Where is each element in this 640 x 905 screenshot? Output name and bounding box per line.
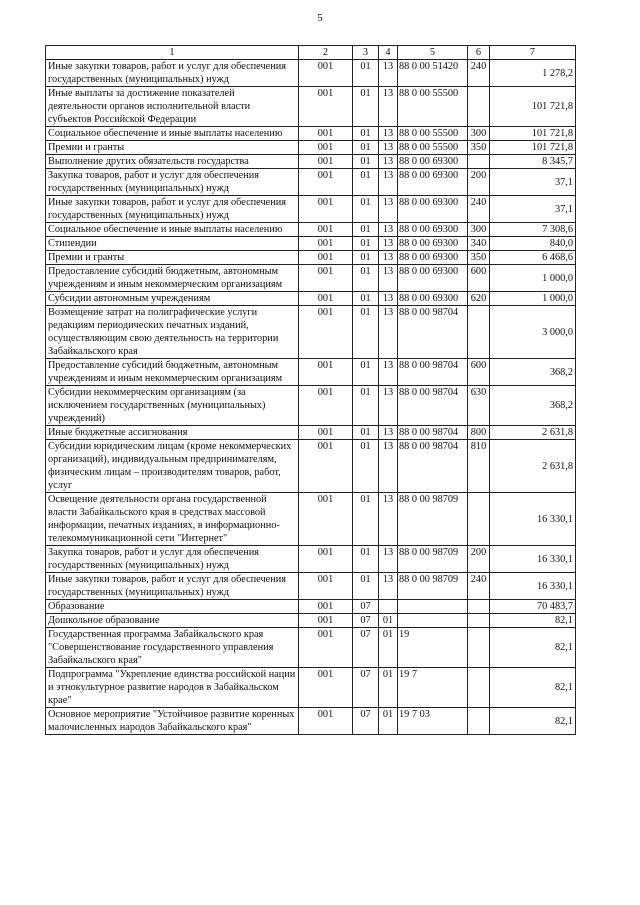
amount-cell: 6 468,6	[490, 251, 576, 265]
target-article-cell: 88 0 00 55500	[398, 141, 468, 155]
expense-type-cell	[468, 155, 490, 169]
row-name-cell: Освещение деятельности органа государственной власти Забайкальского края в средствах массовой информации, печатных изданиях, в информационно-телекоммуникационной сети "Интернет"	[46, 493, 299, 546]
target-article-cell: 88 0 00 55500	[398, 127, 468, 141]
table-header-row	[46, 46, 576, 60]
subsection-cell: 13	[379, 127, 398, 141]
table-row	[46, 223, 576, 237]
amount-cell: 82,1	[490, 628, 576, 668]
target-article-cell: 88 0 00 69300	[398, 169, 468, 196]
subsection-cell: 13	[379, 141, 398, 155]
row-name-cell: Образование	[46, 600, 299, 614]
amount-cell: 37,1	[490, 169, 576, 196]
section-cell: 01	[353, 223, 379, 237]
table-row	[46, 306, 576, 359]
amount-cell: 70 483,7	[490, 600, 576, 614]
row-name-cell: Стипендии	[46, 237, 299, 251]
target-article-cell: 88 0 00 51420	[398, 60, 468, 87]
subsection-cell: 13	[379, 359, 398, 386]
row-name-cell: Премии и гранты	[46, 251, 299, 265]
section-cell: 01	[353, 169, 379, 196]
code-cell: 001	[299, 386, 353, 426]
expense-type-cell: 340	[468, 237, 490, 251]
expense-type-cell: 300	[468, 223, 490, 237]
target-article-cell: 88 0 00 98704	[398, 359, 468, 386]
target-article-cell: 88 0 00 69300	[398, 292, 468, 306]
code-cell: 001	[299, 237, 353, 251]
amount-cell: 82,1	[490, 668, 576, 708]
code-cell: 001	[299, 440, 353, 493]
code-cell: 001	[299, 628, 353, 668]
section-cell: 01	[353, 251, 379, 265]
expense-type-cell	[468, 708, 490, 735]
table-row	[46, 155, 576, 169]
amount-cell: 82,1	[490, 614, 576, 628]
expense-type-cell	[468, 87, 490, 127]
table-row	[46, 60, 576, 87]
expense-type-cell: 240	[468, 573, 490, 600]
section-cell: 01	[353, 141, 379, 155]
code-cell: 001	[299, 251, 353, 265]
row-name-cell: Дошкольное образование	[46, 614, 299, 628]
amount-cell: 368,2	[490, 359, 576, 386]
target-article-cell: 88 0 00 98709	[398, 546, 468, 573]
table-row	[46, 169, 576, 196]
subsection-cell: 13	[379, 223, 398, 237]
expense-type-cell: 600	[468, 359, 490, 386]
row-name-cell: Подпрограмма "Укрепление единства российской нации и этнокультурное развитие народов в Забайкальском крае"	[46, 668, 299, 708]
subsection-cell: 13	[379, 306, 398, 359]
table-row	[46, 87, 576, 127]
subsection-cell: 13	[379, 237, 398, 251]
subsection-cell: 01	[379, 708, 398, 735]
section-cell: 01	[353, 265, 379, 292]
subsection-cell: 13	[379, 292, 398, 306]
code-cell: 001	[299, 573, 353, 600]
table-row	[46, 292, 576, 306]
target-article-cell: 88 0 00 98709	[398, 573, 468, 600]
expense-type-cell: 200	[468, 546, 490, 573]
section-cell: 01	[353, 60, 379, 87]
amount-cell: 2 631,8	[490, 426, 576, 440]
amount-cell: 8 345,7	[490, 155, 576, 169]
target-article-cell: 88 0 00 69300	[398, 265, 468, 292]
section-cell: 01	[353, 386, 379, 426]
budget-table	[45, 45, 576, 735]
section-cell: 07	[353, 668, 379, 708]
table-row	[46, 196, 576, 223]
amount-cell: 7 308,6	[490, 223, 576, 237]
subsection-cell: 13	[379, 169, 398, 196]
amount-cell: 368,2	[490, 386, 576, 426]
target-article-cell: 88 0 00 69300	[398, 155, 468, 169]
section-cell: 01	[353, 306, 379, 359]
expense-type-cell: 600	[468, 265, 490, 292]
table-row	[46, 141, 576, 155]
table-row	[46, 237, 576, 251]
subsection-cell: 13	[379, 251, 398, 265]
row-name-cell: Возмещение затрат на полиграфические услуги редакциям периодических печатных изданий, осуществляющим свою деятельность на территории Забайкальского края	[46, 306, 299, 359]
section-cell: 07	[353, 614, 379, 628]
expense-type-cell: 350	[468, 141, 490, 155]
row-name-cell: Субсидии автономным учреждениям	[46, 292, 299, 306]
code-cell: 001	[299, 306, 353, 359]
code-cell: 001	[299, 614, 353, 628]
code-cell: 001	[299, 60, 353, 87]
subsection-cell: 13	[379, 265, 398, 292]
subsection-cell: 13	[379, 573, 398, 600]
expense-type-cell	[468, 668, 490, 708]
section-cell: 01	[353, 546, 379, 573]
section-cell: 07	[353, 628, 379, 668]
table-row	[46, 614, 576, 628]
table-row	[46, 386, 576, 426]
code-cell: 001	[299, 546, 353, 573]
code-cell: 001	[299, 265, 353, 292]
table-row	[46, 708, 576, 735]
amount-cell: 101 721,8	[490, 87, 576, 127]
code-cell: 001	[299, 141, 353, 155]
subsection-cell: 13	[379, 426, 398, 440]
column-header: 4	[379, 46, 398, 60]
expense-type-cell	[468, 306, 490, 359]
code-cell: 001	[299, 668, 353, 708]
column-header: 1	[46, 46, 299, 60]
expense-type-cell	[468, 493, 490, 546]
amount-cell: 16 330,1	[490, 546, 576, 573]
amount-cell: 37,1	[490, 196, 576, 223]
subsection-cell: 13	[379, 546, 398, 573]
target-article-cell: 88 0 00 69300	[398, 196, 468, 223]
code-cell: 001	[299, 223, 353, 237]
expense-type-cell: 620	[468, 292, 490, 306]
row-name-cell: Предоставление субсидий бюджетным, автономным учреждениям и иным некоммерческим организациям	[46, 265, 299, 292]
row-name-cell: Иные закупки товаров, работ и услуг для обеспечения государственных (муниципальных) нужд	[46, 573, 299, 600]
section-cell: 01	[353, 426, 379, 440]
table-row	[46, 440, 576, 493]
expense-type-cell: 350	[468, 251, 490, 265]
expense-type-cell: 300	[468, 127, 490, 141]
amount-cell: 1 000,0	[490, 265, 576, 292]
target-article-cell: 19 7	[398, 668, 468, 708]
target-article-cell: 19	[398, 628, 468, 668]
section-cell: 01	[353, 493, 379, 546]
table-row	[46, 265, 576, 292]
table-row	[46, 426, 576, 440]
target-article-cell: 88 0 00 69300	[398, 223, 468, 237]
target-article-cell	[398, 600, 468, 614]
section-cell: 01	[353, 440, 379, 493]
section-cell: 01	[353, 127, 379, 141]
table-row	[46, 127, 576, 141]
code-cell: 001	[299, 155, 353, 169]
row-name-cell: Субсидии юридическим лицам (кроме некоммерческих организаций), индивидуальным предпринимателям, физическим лицам – производителям товаров, работ, услуг	[46, 440, 299, 493]
subsection-cell: 13	[379, 87, 398, 127]
column-header: 6	[468, 46, 490, 60]
code-cell: 001	[299, 196, 353, 223]
expense-type-cell: 200	[468, 169, 490, 196]
expense-type-cell: 630	[468, 386, 490, 426]
row-name-cell: Закупка товаров, работ и услуг для обеспечения государственных (муниципальных) нужд	[46, 546, 299, 573]
code-cell: 001	[299, 292, 353, 306]
subsection-cell: 13	[379, 440, 398, 493]
expense-type-cell: 810	[468, 440, 490, 493]
row-name-cell: Иные бюджетные ассигнования	[46, 426, 299, 440]
row-name-cell: Иные закупки товаров, работ и услуг для обеспечения государственных (муниципальных) нужд	[46, 196, 299, 223]
table-row	[46, 600, 576, 614]
table-row	[46, 628, 576, 668]
target-article-cell: 88 0 00 69300	[398, 251, 468, 265]
subsection-cell: 01	[379, 628, 398, 668]
section-cell: 01	[353, 292, 379, 306]
table-row	[46, 546, 576, 573]
row-name-cell: Иные закупки товаров, работ и услуг для обеспечения государственных (муниципальных) нужд	[46, 60, 299, 87]
subsection-cell: 01	[379, 614, 398, 628]
amount-cell: 840,0	[490, 237, 576, 251]
code-cell: 001	[299, 600, 353, 614]
section-cell: 01	[353, 87, 379, 127]
row-name-cell: Выполнение других обязательств государства	[46, 155, 299, 169]
column-header: 5	[398, 46, 468, 60]
target-article-cell: 88 0 00 98704	[398, 306, 468, 359]
section-cell: 01	[353, 237, 379, 251]
amount-cell: 1 000,0	[490, 292, 576, 306]
code-cell: 001	[299, 426, 353, 440]
expense-type-cell: 800	[468, 426, 490, 440]
page-number: 5	[317, 12, 323, 24]
amount-cell: 16 330,1	[490, 573, 576, 600]
expense-type-cell	[468, 614, 490, 628]
target-article-cell: 88 0 00 98709	[398, 493, 468, 546]
expense-type-cell: 240	[468, 60, 490, 87]
table-row	[46, 573, 576, 600]
subsection-cell: 01	[379, 668, 398, 708]
section-cell: 07	[353, 708, 379, 735]
amount-cell: 3 000,0	[490, 306, 576, 359]
expense-type-cell: 240	[468, 196, 490, 223]
amount-cell: 82,1	[490, 708, 576, 735]
row-name-cell: Социальное обеспечение и иные выплаты населению	[46, 127, 299, 141]
subsection-cell: 13	[379, 196, 398, 223]
section-cell: 01	[353, 155, 379, 169]
amount-cell: 1 278,2	[490, 60, 576, 87]
code-cell: 001	[299, 127, 353, 141]
table-row	[46, 359, 576, 386]
row-name-cell: Закупка товаров, работ и услуг для обеспечения государственных (муниципальных) нужд	[46, 169, 299, 196]
expense-type-cell	[468, 628, 490, 668]
section-cell: 01	[353, 196, 379, 223]
subsection-cell: 13	[379, 386, 398, 426]
table-row	[46, 668, 576, 708]
row-name-cell: Социальное обеспечение и иные выплаты населению	[46, 223, 299, 237]
row-name-cell: Иные выплаты за достижение показателей деятельности органов исполнительной власти субъектов Российской Федерации	[46, 87, 299, 127]
subsection-cell	[379, 600, 398, 614]
target-article-cell: 88 0 00 98704	[398, 386, 468, 426]
column-header: 3	[353, 46, 379, 60]
expense-type-cell	[468, 600, 490, 614]
section-cell: 07	[353, 600, 379, 614]
target-article-cell: 88 0 00 98704	[398, 440, 468, 493]
target-article-cell: 88 0 00 55500	[398, 87, 468, 127]
row-name-cell: Предоставление субсидий бюджетным, автономным учреждениям и иным некоммерческим организациям	[46, 359, 299, 386]
column-header: 7	[490, 46, 576, 60]
subsection-cell: 13	[379, 155, 398, 169]
code-cell: 001	[299, 359, 353, 386]
code-cell: 001	[299, 493, 353, 546]
target-article-cell: 88 0 00 98704	[398, 426, 468, 440]
section-cell: 01	[353, 359, 379, 386]
amount-cell: 101 721,8	[490, 141, 576, 155]
target-article-cell: 88 0 00 69300	[398, 237, 468, 251]
subsection-cell: 13	[379, 60, 398, 87]
code-cell: 001	[299, 87, 353, 127]
row-name-cell: Субсидии некоммерческим организациям (за исключением государственных (муниципальных) учреждений)	[46, 386, 299, 426]
column-header: 2	[299, 46, 353, 60]
section-cell: 01	[353, 573, 379, 600]
subsection-cell: 13	[379, 493, 398, 546]
table-row	[46, 493, 576, 546]
code-cell: 001	[299, 708, 353, 735]
amount-cell: 16 330,1	[490, 493, 576, 546]
row-name-cell: Государственная программа Забайкальского края "Совершенствование государственного управления Забайкальского края"	[46, 628, 299, 668]
amount-cell: 101 721,8	[490, 127, 576, 141]
amount-cell: 2 631,8	[490, 440, 576, 493]
row-name-cell: Премии и гранты	[46, 141, 299, 155]
target-article-cell	[398, 614, 468, 628]
code-cell: 001	[299, 169, 353, 196]
row-name-cell: Основное мероприятие "Устойчивое развитие коренных малочисленных народов Забайкальского края"	[46, 708, 299, 735]
target-article-cell: 19 7 03	[398, 708, 468, 735]
table-row	[46, 251, 576, 265]
